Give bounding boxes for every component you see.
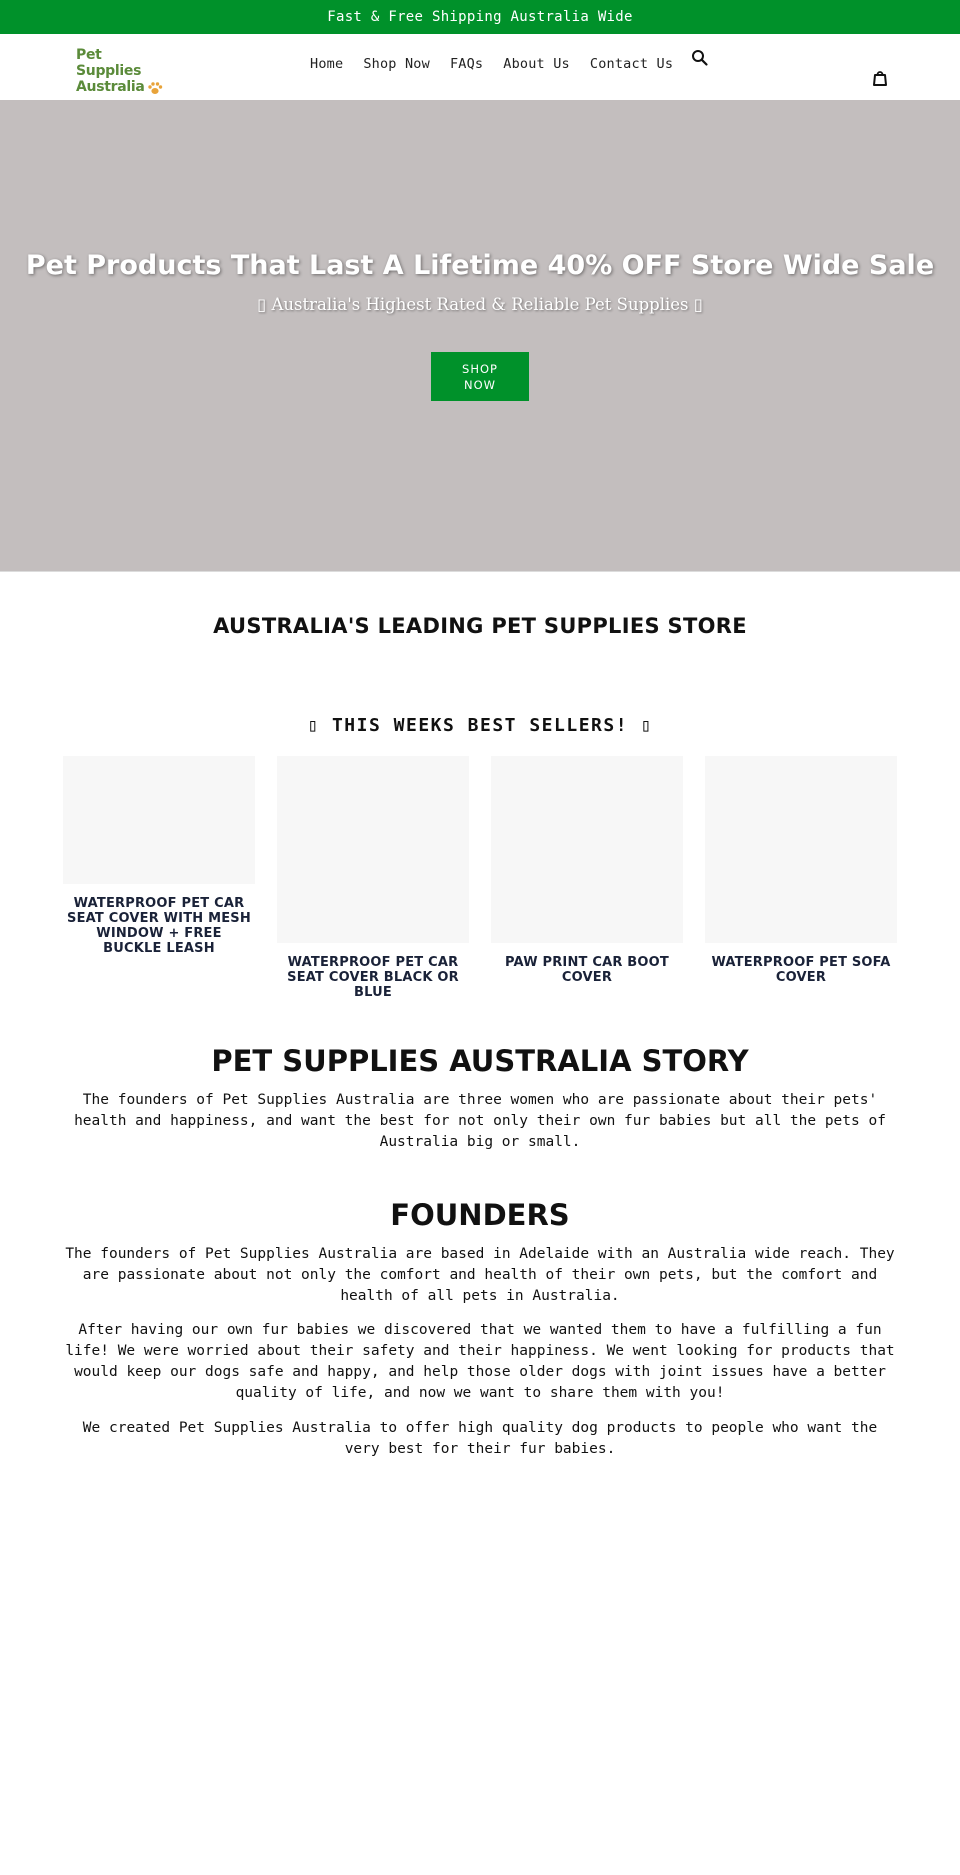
product-image[interactable] bbox=[491, 756, 683, 943]
shop-now-button-label: SHOP NOW bbox=[462, 361, 498, 392]
logo[interactable] bbox=[76, 47, 166, 95]
product-title[interactable]: PAW PRINT CAR BOOT COVER bbox=[505, 955, 669, 985]
story-text: The founders of Pet Supplies Australia are three women who are passionate about their pets' health and happiness, and want the best for not only their own fur babies but all the pets of Australia big or small. bbox=[74, 1092, 886, 1150]
product-image[interactable] bbox=[705, 756, 897, 943]
hero-banner bbox=[0, 100, 960, 572]
logo-line2-wrap bbox=[76, 79, 166, 96]
founders-paragraph-3: We created Pet Supplies Australia to offer high quality dog products to people who want the very best for their fur babies. bbox=[82, 1420, 878, 1457]
founders-heading: FOUNDERS bbox=[390, 1198, 570, 1232]
nav-contact-us[interactable]: Contact Us bbox=[589, 56, 674, 72]
announcement-bar bbox=[0, 0, 960, 34]
product-image[interactable] bbox=[63, 756, 255, 884]
founders-paragraph-2: After having our own fur babies we discovered that we wanted them to have a fulfilling a fun life! We were worried about their safety and their happiness. We went looking for products that would keep our dogs safe and happy, and help those older dogs with joint issues have a better quality of life, and now we want to share them with you! bbox=[65, 1322, 895, 1401]
product-card-4[interactable] bbox=[705, 756, 897, 985]
product-card-1[interactable] bbox=[63, 756, 255, 956]
hero-title: Pet Products That Last A Lifetime 40% OFF Store Wide Sale bbox=[25, 250, 935, 281]
product-title[interactable]: WATERPROOF PET CAR SEAT COVER BLACK OR BLUE bbox=[287, 955, 459, 1000]
paw-icon bbox=[147, 81, 163, 95]
logo-line2: Australia bbox=[76, 79, 145, 95]
logo-line1: Pet Supplies bbox=[76, 47, 142, 79]
product-title[interactable]: WATERPROOF PET SOFA COVER bbox=[711, 955, 891, 985]
search-icon[interactable] bbox=[690, 48, 710, 68]
product-card-2[interactable] bbox=[277, 756, 469, 1000]
nav-faqs[interactable]: FAQs bbox=[449, 56, 484, 72]
story-heading: PET SUPPLIES AUSTRALIA STORY bbox=[211, 1044, 749, 1078]
site-header bbox=[0, 34, 960, 100]
best-sellers-heading: ▯ THIS WEEKS BEST SELLERS! ▯ bbox=[307, 715, 653, 736]
product-title[interactable]: WATERPROOF PET CAR SEAT COVER WITH MESH WINDOW + FREE BUCKLE LEASH bbox=[67, 896, 251, 956]
announcement-text: Fast & Free Shipping Australia Wide bbox=[327, 9, 633, 25]
nav-about-us[interactable]: About Us bbox=[503, 56, 570, 72]
nav-shop-now[interactable]: Shop Now bbox=[363, 56, 430, 72]
shop-now-button[interactable] bbox=[431, 352, 529, 401]
main-nav bbox=[300, 56, 683, 72]
product-card-3[interactable] bbox=[491, 756, 683, 985]
founders-paragraph-1: The founders of Pet Supplies Australia are based in Adelaide with an Australia wide reach. They are passionate about not only the comfort and health of their own pets, but the comfort and health of all pets in Australia. bbox=[65, 1246, 895, 1304]
hero-subtitle: ▯ Australia's Highest Rated & Reliable Pet Supplies ▯ bbox=[257, 295, 703, 314]
product-image[interactable] bbox=[277, 756, 469, 943]
cart-icon[interactable] bbox=[870, 68, 890, 88]
leading-store-heading: AUSTRALIA'S LEADING PET SUPPLIES STORE bbox=[213, 614, 747, 638]
nav-home[interactable]: Home bbox=[310, 56, 344, 72]
